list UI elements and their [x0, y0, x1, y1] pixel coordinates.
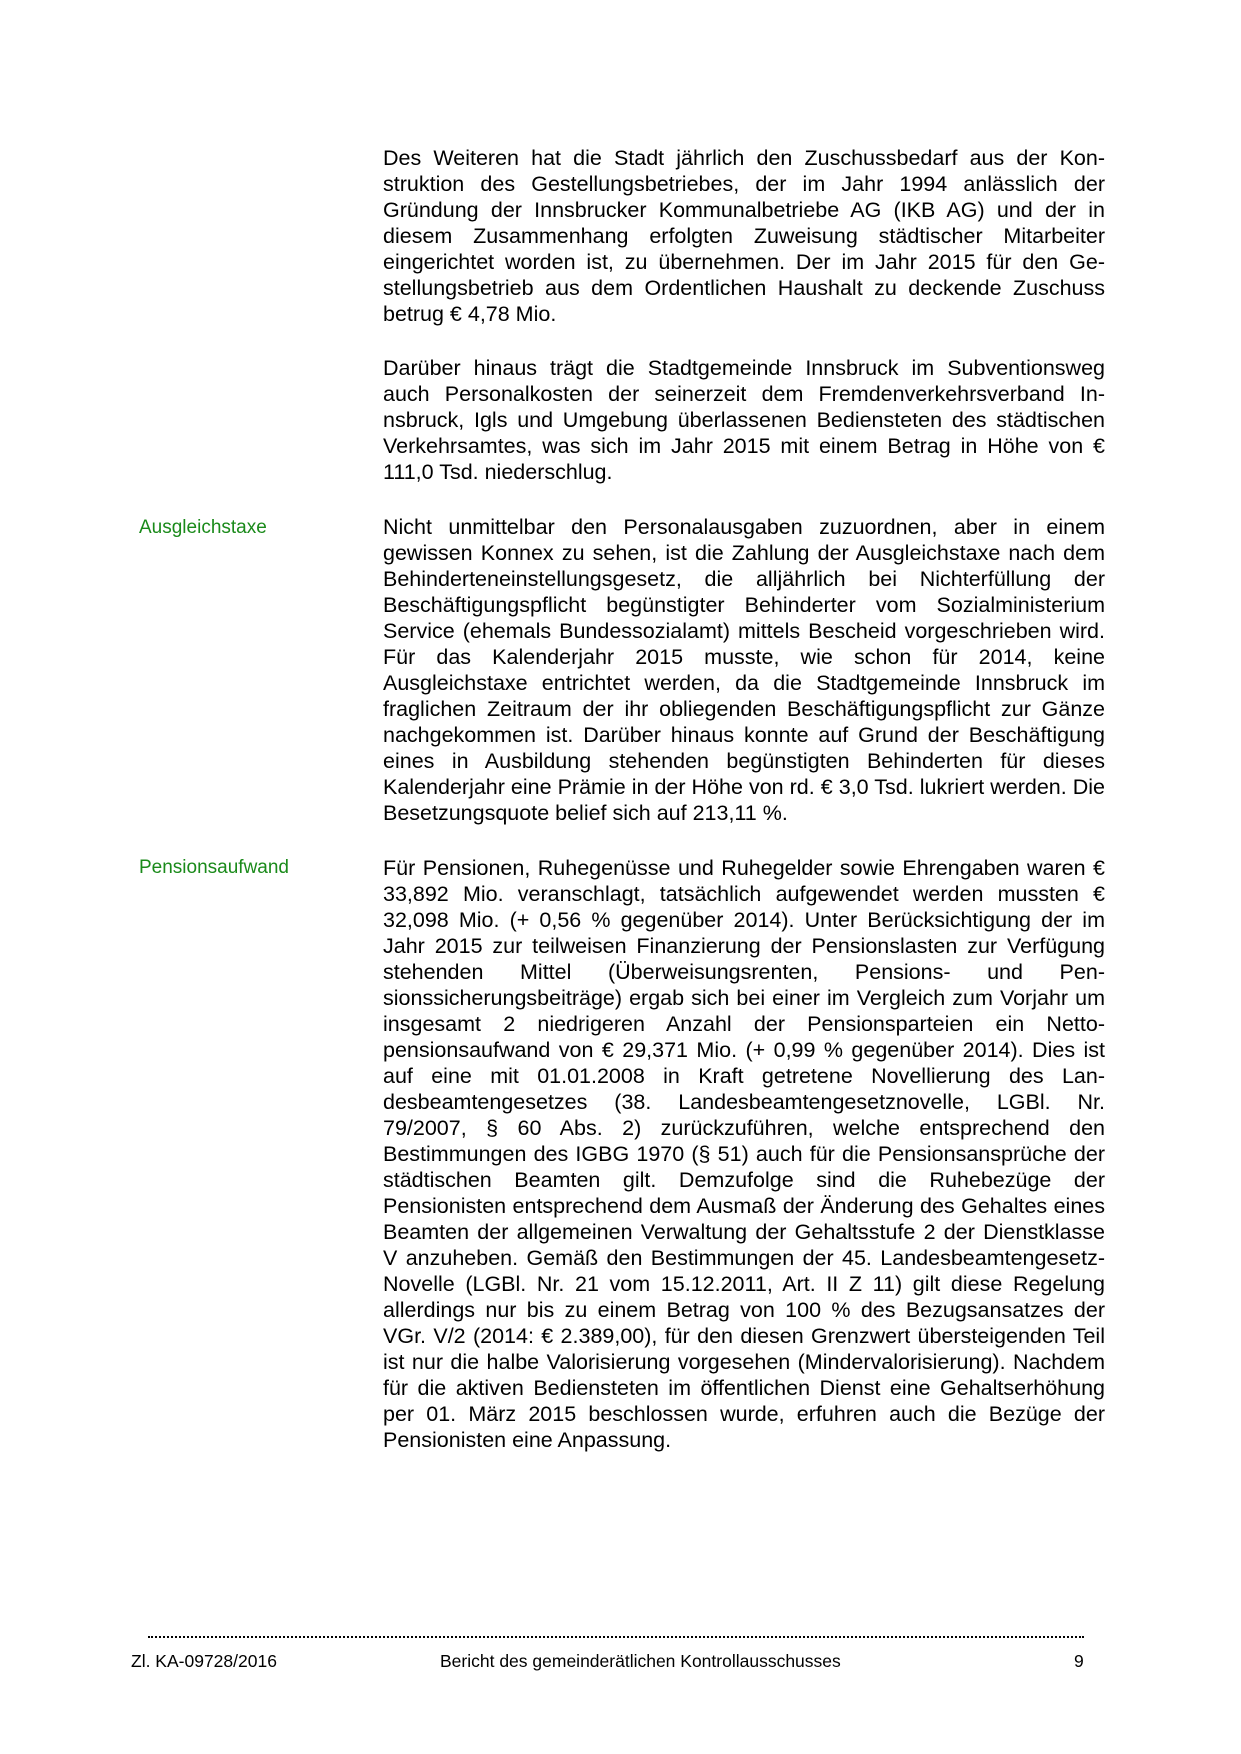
side-label-pensionsaufwand: Pensionsaufwand	[139, 857, 289, 878]
footer-divider	[148, 1636, 1084, 1638]
footer-title: Bericht des gemeinderätlichen Kontrollausschusses	[440, 1651, 841, 1671]
side-label-ausgleichstaxe: Ausgleichstaxe	[139, 517, 267, 538]
page-number: 9	[1074, 1651, 1084, 1671]
paragraph-pensionsaufwand: Für Pensionen, Ruhegenüsse und Ruhegelder sowie Ehrengaben waren € 33,892 Mio. veranschlagt, tatsächlich aufgewendet werden mussten € 32,098 Mio. (+ 0,56 % gegenüber 2014). Unter Berücksichtigung der im Jahr 2015 zur teilweisen Finanzierung der Pensionslasten zur Verfügung stehenden Mittel (Überweisungsrenten, Pensions- und Pensionssicherungsbeiträge) ergab sich bei einer im Vergleich zum Vorjahr um insgesamt 2 niedrigeren Anzahl der Pensionsparteien ein Nettopensionsaufwand von € 29,371 Mio. (+ 0,99 % gegenüber 2014). Dies ist auf eine mit 01.01.2008 in Kraft getretene Novellierung des Landesbeamtengesetzes (38. Landesbeamtengesetznovelle, LGBl. Nr. 79/2007, § 60 Abs. 2) zurückzuführen, welche entsprechend den Bestimmungen des IGBG 1970 (§ 51) auch für die Pensionsansprüche der städtischen Beamten gilt. Demzufolge sind die Ruhebezüge der Pensionisten entsprechend dem Ausmaß der Änderung des Gehaltes eines Beamten der allgemeinen Verwaltung der Gehaltsstufe 2 der Dienstklasse V anzuheben. Gemäß den Bestimmungen der 45. Landesbeamtengesetz-Novelle (LGBl. Nr. 21 vom 15.12.2011, Art. II Z 11) gilt diese Regelung allerdings nur bis zu einem Betrag von 100 % des Bezugsansatzes der VGr. V/2 (2014: € 2.389,00), für den diesen Grenzwert übersteigenden Teil ist nur die halbe Valorisierung vorgesehen (Mindervalorisierung). Nachdem für die aktiven Bediensteten im öffentlichen Dienst eine Gehaltserhöhung per 01. März 2015 beschlossen wurde, erfuhren auch die Bezüge der Pensionisten eine Anpassung.	[383, 856, 1105, 1452]
paragraph-verkehrsamt: Darüber hinaus trägt die Stadtgemeinde Innsbruck im Subventionsweg auch Personalkosten der seinerzeit dem Fremdenverkehrsverband Innsbruck, Igls und Umgebung überlassenen Bediensteten des städtischen Verkehrsamtes, was sich im Jahr 2015 mit einem Betrag in Höhe von € 111,0 Tsd. niederschlug.	[383, 356, 1105, 484]
paragraph-gestellungsbetrieb: Des Weiteren hat die Stadt jährlich den Zuschussbedarf aus der Konstruktion des Gestellungsbetriebes, der im Jahr 1994 anlässlich der Gründung der Innsbrucker Kommunalbetriebe AG (IKB AG) und der in diesem Zusammenhang erfolgten Zuweisung städtischer Mitarbeiter eingerichtet worden ist, zu übernehmen. Der im Jahr 2015 für den Gestellungsbetrieb aus dem Ordentlichen Haushalt zu deckende Zuschuss betrug € 4,78 Mio.	[383, 146, 1105, 326]
paragraph-ausgleichstaxe: Nicht unmittelbar den Personalausgaben zuzuordnen, aber in einem gewissen Konnex zu sehen, ist die Zahlung der Ausgleichstaxe nach dem Behinderteneinstellungsgesetz, die alljährlich bei Nichterfüllung der Beschäftigungspflicht begünstigter Behinderter vom Sozialministerium Service (ehemals Bundessozialamt) mittels Bescheid vorgeschrieben wird. Für das Kalenderjahr 2015 musste, wie schon für 2014, keine Ausgleichstaxe entrichtet werden, da die Stadtgemeinde Innsbruck im fraglichen Zeitraum der ihr obliegenden Beschäftigungspflicht zur Gänze nachgekommen ist. Darüber hinaus konnte auf Grund der Beschäftigung eines in Ausbildung stehenden begünstigten Behinderten für dieses Kalenderjahr eine Prämie in der Höhe von rd. € 3,0 Tsd. lukriert werden. Die Besetzungsquote belief sich auf 213,11 %.	[383, 515, 1105, 825]
footer-reference: Zl. KA-09728/2016	[131, 1651, 277, 1671]
